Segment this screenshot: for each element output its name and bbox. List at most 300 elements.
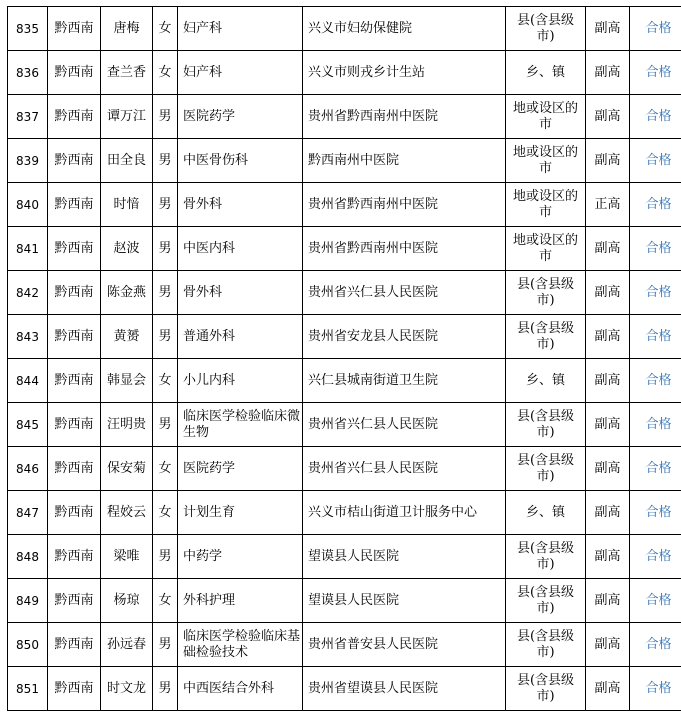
cell-number: [8, 579, 48, 623]
cell-workplace-text: 贵州省普安县人民医院: [308, 636, 439, 652]
cell-level-text: 乡、镇: [525, 64, 565, 80]
cell-number: [8, 535, 48, 579]
cell-title-rank-text: 副高: [594, 152, 621, 168]
cell-specialty: [178, 139, 303, 183]
cell-person-name-text: 查兰香: [106, 64, 146, 80]
cell-number-text: 850: [16, 637, 39, 652]
cell-person-name: [101, 271, 153, 315]
cell-result-text: 合格: [645, 372, 672, 388]
table-row: [8, 227, 681, 271]
cell-gender-text: 女: [158, 64, 172, 80]
cell-title-rank: [586, 7, 630, 51]
cell-specialty-text: 计划生育: [183, 504, 236, 520]
cell-title-rank-text: 副高: [594, 64, 621, 80]
cell-person-name-text: 时愔: [113, 196, 140, 212]
cell-region: [48, 579, 101, 623]
cell-result: [630, 667, 681, 711]
cell-number-text: 849: [16, 593, 39, 608]
cell-specialty-text: 中医内科: [183, 240, 236, 256]
cell-result-text: 合格: [645, 152, 672, 168]
cell-level: [506, 183, 586, 227]
cell-result: [630, 623, 681, 667]
cell-person-name-text: 韩显会: [106, 372, 146, 388]
cell-person-name: [101, 95, 153, 139]
cell-title-rank: [586, 623, 630, 667]
cell-title-rank: [586, 227, 630, 271]
cell-result-text: 合格: [645, 504, 672, 520]
cell-title-rank-text: 副高: [594, 416, 621, 432]
cell-region-text: 黔西南: [54, 240, 94, 256]
cell-level: [506, 623, 586, 667]
cell-region: [48, 623, 101, 667]
cell-title-rank-text: 副高: [594, 284, 621, 300]
table-row: [8, 95, 681, 139]
cell-gender-text: 男: [158, 636, 172, 652]
cell-level-text: 县(含县级市): [516, 628, 575, 660]
cell-region: [48, 139, 101, 183]
cell-specialty-text: 骨外科: [183, 284, 223, 300]
cell-person-name-text: 时文龙: [106, 680, 146, 696]
cell-number: [8, 491, 48, 535]
cell-region: [48, 183, 101, 227]
cell-level-text: 县(含县级市): [516, 540, 575, 572]
cell-gender: [153, 491, 178, 535]
cell-title-rank: [586, 183, 630, 227]
cell-region-text: 黔西南: [54, 504, 94, 520]
cell-number: [8, 623, 48, 667]
cell-gender: [153, 139, 178, 183]
cell-result-text: 合格: [645, 196, 672, 212]
cell-result-text: 合格: [645, 20, 672, 36]
cell-title-rank: [586, 359, 630, 403]
cell-workplace: [303, 51, 506, 95]
cell-region: [48, 359, 101, 403]
cell-workplace: [303, 315, 506, 359]
cell-person-name: [101, 623, 153, 667]
cell-level: [506, 315, 586, 359]
cell-workplace-text: 贵州省兴仁县人民医院: [308, 460, 439, 476]
cell-number: [8, 403, 48, 447]
cell-gender-text: 女: [158, 460, 172, 476]
cell-result: [630, 447, 681, 491]
cell-number-text: 835: [16, 21, 39, 36]
cell-region: [48, 491, 101, 535]
cell-specialty: [178, 447, 303, 491]
table-row: [8, 315, 681, 359]
table-row: [8, 51, 681, 95]
cell-title-rank: [586, 95, 630, 139]
cell-region: [48, 403, 101, 447]
cell-number: [8, 359, 48, 403]
cell-result: [630, 51, 681, 95]
cell-person-name-text: 杨琼: [113, 592, 140, 608]
cell-region-text: 黔西南: [54, 460, 94, 476]
cell-number-text: 844: [16, 373, 39, 388]
cell-person-name: [101, 139, 153, 183]
cell-person-name-text: 梁唯: [113, 548, 140, 564]
cell-title-rank-text: 副高: [594, 240, 621, 256]
cell-person-name-text: 谭万江: [106, 108, 146, 124]
cell-person-name-text: 汪明贵: [106, 416, 146, 432]
cell-workplace-text: 兴义市桔山街道卫计服务中心: [308, 504, 478, 520]
cell-level: [506, 7, 586, 51]
cell-title-rank-text: 副高: [594, 636, 621, 652]
cell-specialty: [178, 271, 303, 315]
table-row: [8, 447, 681, 491]
cell-workplace-text: 黔西南州中医院: [308, 152, 400, 168]
cell-specialty-text: 普通外科: [183, 328, 236, 344]
cell-gender-text: 男: [158, 548, 172, 564]
cell-number-text: 839: [16, 153, 39, 168]
cell-specialty-text: 中医骨伤科: [183, 152, 249, 168]
cell-workplace-text: 贵州省黔西南州中医院: [308, 108, 439, 124]
cell-person-name-text: 保安菊: [106, 460, 146, 476]
cell-workplace: [303, 183, 506, 227]
cell-region-text: 黔西南: [54, 20, 94, 36]
cell-gender: [153, 95, 178, 139]
cell-person-name-text: 赵波: [113, 240, 140, 256]
cell-specialty: [178, 95, 303, 139]
cell-person-name-text: 孙远春: [106, 636, 146, 652]
cell-title-rank-text: 副高: [594, 328, 621, 344]
cell-result-text: 合格: [645, 64, 672, 80]
cell-region-text: 黔西南: [54, 284, 94, 300]
cell-number: [8, 667, 48, 711]
cell-title-rank: [586, 51, 630, 95]
cell-workplace-text: 兴仁县城南街道卫生院: [308, 372, 439, 388]
cell-person-name: [101, 535, 153, 579]
cell-workplace: [303, 271, 506, 315]
cell-specialty: [178, 535, 303, 579]
cell-level-text: 县(含县级市): [516, 320, 575, 352]
cell-region: [48, 51, 101, 95]
cell-region-text: 黔西南: [54, 328, 94, 344]
cell-result-text: 合格: [645, 592, 672, 608]
cell-specialty-text: 医院药学: [183, 460, 236, 476]
cell-gender-text: 男: [158, 108, 172, 124]
cell-title-rank: [586, 447, 630, 491]
cell-number: [8, 7, 48, 51]
cell-specialty: [178, 623, 303, 667]
cell-workplace: [303, 7, 506, 51]
cell-number: [8, 315, 48, 359]
cell-title-rank: [586, 315, 630, 359]
cell-workplace: [303, 579, 506, 623]
cell-person-name: [101, 227, 153, 271]
cell-region-text: 黔西南: [54, 680, 94, 696]
cell-person-name: [101, 315, 153, 359]
cell-number-text: 842: [16, 285, 39, 300]
cell-gender-text: 女: [158, 504, 172, 520]
table-row: [8, 7, 681, 51]
cell-gender: [153, 667, 178, 711]
cell-person-name-text: 田全良: [106, 152, 146, 168]
cell-region-text: 黔西南: [54, 64, 94, 80]
cell-number: [8, 227, 48, 271]
cell-region: [48, 7, 101, 51]
cell-region: [48, 535, 101, 579]
cell-specialty: [178, 491, 303, 535]
cell-level-text: 乡、镇: [525, 372, 565, 388]
cell-result-text: 合格: [645, 284, 672, 300]
cell-specialty: [178, 51, 303, 95]
cell-level-text: 县(含县级市): [516, 12, 575, 44]
cell-region: [48, 95, 101, 139]
cell-title-rank: [586, 139, 630, 183]
cell-level-text: 地或设区的市: [512, 100, 578, 132]
cell-gender-text: 男: [158, 328, 172, 344]
cell-specialty: [178, 579, 303, 623]
cell-level: [506, 535, 586, 579]
cell-gender-text: 男: [158, 196, 172, 212]
cell-specialty: [178, 403, 303, 447]
cell-region-text: 黔西南: [54, 152, 94, 168]
cell-specialty-text: 小儿内科: [183, 372, 236, 388]
cell-level-text: 地或设区的市: [512, 188, 578, 220]
cell-workplace: [303, 491, 506, 535]
cell-result: [630, 183, 681, 227]
cell-title-rank: [586, 667, 630, 711]
cell-person-name-text: 程姣云: [106, 504, 146, 520]
cell-gender: [153, 623, 178, 667]
cell-title-rank-text: 副高: [594, 108, 621, 124]
cell-person-name: [101, 667, 153, 711]
cell-specialty-text: 骨外科: [183, 196, 223, 212]
cell-number-text: 843: [16, 329, 39, 344]
cell-level-text: 县(含县级市): [516, 452, 575, 484]
cell-result: [630, 95, 681, 139]
table-row: [8, 403, 681, 447]
cell-gender-text: 女: [158, 372, 172, 388]
cell-title-rank-text: 副高: [594, 592, 621, 608]
cell-specialty-text: 临床医学检验临床基础检验技术: [183, 628, 301, 660]
cell-title-rank: [586, 403, 630, 447]
cell-workplace-text: 望谟县人民医院: [308, 548, 400, 564]
cell-result: [630, 403, 681, 447]
cell-gender: [153, 7, 178, 51]
cell-workplace-text: 贵州省兴仁县人民医院: [308, 284, 439, 300]
cell-gender-text: 女: [158, 592, 172, 608]
cell-gender: [153, 271, 178, 315]
cell-workplace: [303, 227, 506, 271]
cell-person-name: [101, 7, 153, 51]
cell-region: [48, 271, 101, 315]
cell-level-text: 乡、镇: [525, 504, 565, 520]
cell-specialty-text: 外科护理: [183, 592, 236, 608]
cell-workplace: [303, 359, 506, 403]
cell-specialty-text: 中西医结合外科: [183, 680, 275, 696]
cell-gender-text: 男: [158, 680, 172, 696]
cell-number: [8, 447, 48, 491]
cell-level-text: 县(含县级市): [516, 276, 575, 308]
cell-person-name-text: 唐梅: [113, 20, 140, 36]
cell-specialty-text: 中药学: [183, 548, 223, 564]
cell-number-text: 851: [16, 681, 39, 696]
cell-gender: [153, 315, 178, 359]
cell-result: [630, 491, 681, 535]
table-row: [8, 359, 681, 403]
cell-specialty-text: 医院药学: [183, 108, 236, 124]
cell-gender: [153, 183, 178, 227]
cell-result-text: 合格: [645, 328, 672, 344]
cell-number-text: 841: [16, 241, 39, 256]
cell-level-text: 县(含县级市): [516, 672, 575, 704]
cell-number-text: 847: [16, 505, 39, 520]
cell-region-text: 黔西南: [54, 636, 94, 652]
table-row: [8, 139, 681, 183]
cell-workplace-text: 贵州省兴仁县人民医院: [308, 416, 439, 432]
table-row: [8, 579, 681, 623]
cell-result: [630, 139, 681, 183]
cell-level: [506, 403, 586, 447]
cell-level: [506, 51, 586, 95]
cell-title-rank-text: 副高: [594, 680, 621, 696]
cell-workplace-text: 望谟县人民医院: [308, 592, 400, 608]
cell-specialty: [178, 183, 303, 227]
cell-specialty: [178, 227, 303, 271]
cell-gender-text: 男: [158, 240, 172, 256]
cell-region: [48, 315, 101, 359]
cell-level: [506, 139, 586, 183]
cell-workplace-text: 兴义市妇幼保健院: [308, 20, 413, 36]
cell-result-text: 合格: [645, 416, 672, 432]
cell-workplace-text: 贵州省黔西南州中医院: [308, 196, 439, 212]
cell-workplace: [303, 623, 506, 667]
table-row: [8, 491, 681, 535]
cell-result: [630, 579, 681, 623]
cell-result: [630, 271, 681, 315]
cell-person-name: [101, 403, 153, 447]
cell-title-rank-text: 副高: [594, 548, 621, 564]
cell-gender-text: 男: [158, 284, 172, 300]
cell-specialty: [178, 7, 303, 51]
cell-workplace: [303, 447, 506, 491]
cell-workplace: [303, 139, 506, 183]
cell-level: [506, 667, 586, 711]
table-row: [8, 535, 681, 579]
cell-result-text: 合格: [645, 636, 672, 652]
cell-workplace: [303, 535, 506, 579]
cell-region: [48, 667, 101, 711]
cell-person-name: [101, 579, 153, 623]
table-row: [8, 183, 681, 227]
cell-number-text: 848: [16, 549, 39, 564]
cell-person-name: [101, 447, 153, 491]
cell-number-text: 837: [16, 109, 39, 124]
cell-number: [8, 95, 48, 139]
cell-region: [48, 227, 101, 271]
cell-level-text: 地或设区的市: [512, 232, 578, 264]
cell-level: [506, 271, 586, 315]
cell-number: [8, 271, 48, 315]
cell-person-name: [101, 51, 153, 95]
cell-specialty-text: 妇产科: [183, 64, 223, 80]
cell-gender: [153, 579, 178, 623]
cell-level: [506, 95, 586, 139]
cell-region-text: 黔西南: [54, 592, 94, 608]
cell-number: [8, 183, 48, 227]
cell-person-name: [101, 491, 153, 535]
cell-person-name-text: 黄赟: [113, 328, 140, 344]
table-row: [8, 667, 681, 711]
cell-number: [8, 139, 48, 183]
cell-specialty-text: 妇产科: [183, 20, 223, 36]
cell-result: [630, 535, 681, 579]
cell-region-text: 黔西南: [54, 196, 94, 212]
cell-title-rank: [586, 271, 630, 315]
cell-result-text: 合格: [645, 240, 672, 256]
cell-result-text: 合格: [645, 548, 672, 564]
cell-level: [506, 359, 586, 403]
table-row: [8, 623, 681, 667]
cell-region-text: 黔西南: [54, 548, 94, 564]
cell-gender-text: 女: [158, 20, 172, 36]
cell-region-text: 黔西南: [54, 372, 94, 388]
cell-level: [506, 227, 586, 271]
cell-number: [8, 51, 48, 95]
cell-workplace-text: 贵州省黔西南州中医院: [308, 240, 439, 256]
cell-title-rank: [586, 491, 630, 535]
cell-region-text: 黔西南: [54, 108, 94, 124]
cell-gender: [153, 51, 178, 95]
cell-result-text: 合格: [645, 680, 672, 696]
cell-title-rank-text: 正高: [594, 196, 621, 212]
cell-result: [630, 7, 681, 51]
cell-result-text: 合格: [645, 460, 672, 476]
cell-result: [630, 227, 681, 271]
cell-number-text: 846: [16, 461, 39, 476]
cell-level-text: 县(含县级市): [516, 408, 575, 440]
cell-level: [506, 447, 586, 491]
cell-title-rank-text: 副高: [594, 504, 621, 520]
cell-gender: [153, 359, 178, 403]
cell-result: [630, 315, 681, 359]
cell-gender: [153, 403, 178, 447]
cell-specialty: [178, 359, 303, 403]
cell-level: [506, 491, 586, 535]
cell-result-text: 合格: [645, 108, 672, 124]
cell-workplace-text: 贵州省安龙县人民医院: [308, 328, 439, 344]
cell-workplace-text: 兴义市则戎乡计生站: [308, 64, 426, 80]
cell-region: [48, 447, 101, 491]
cell-title-rank: [586, 579, 630, 623]
results-table-body: [8, 7, 681, 711]
cell-workplace: [303, 667, 506, 711]
cell-number-text: 836: [16, 65, 39, 80]
cell-gender-text: 男: [158, 152, 172, 168]
table-row: [8, 271, 681, 315]
cell-number-text: 845: [16, 417, 39, 432]
cell-person-name: [101, 183, 153, 227]
cell-workplace-text: 贵州省望谟县人民医院: [308, 680, 439, 696]
cell-gender: [153, 535, 178, 579]
cell-specialty-text: 临床医学检验临床微生物: [183, 408, 301, 440]
cell-level: [506, 579, 586, 623]
cell-title-rank: [586, 535, 630, 579]
cell-title-rank-text: 副高: [594, 20, 621, 36]
cell-level-text: 县(含县级市): [516, 584, 575, 616]
cell-person-name-text: 陈金燕: [106, 284, 146, 300]
cell-gender: [153, 227, 178, 271]
cell-gender-text: 男: [158, 416, 172, 432]
cell-title-rank-text: 副高: [594, 460, 621, 476]
cell-specialty: [178, 315, 303, 359]
cell-region-text: 黔西南: [54, 416, 94, 432]
results-table: [7, 6, 681, 711]
cell-gender: [153, 447, 178, 491]
cell-level-text: 地或设区的市: [512, 144, 578, 176]
cell-person-name: [101, 359, 153, 403]
